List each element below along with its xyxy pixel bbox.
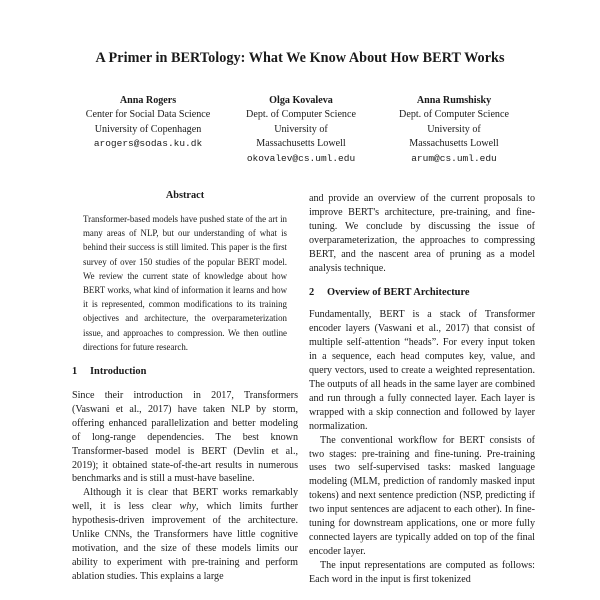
section-number: 2 <box>309 287 315 299</box>
author-affiliation-line: Dept. of Computer Science <box>399 109 509 121</box>
section-number: 1 <box>72 366 78 378</box>
author-affiliation-line: University of Copenhagen <box>94 123 202 135</box>
emphasis-text: why <box>179 501 196 513</box>
section-title: Overview of BERT Architecture <box>327 287 470 299</box>
author-affiliation-line: Massachusetts Lowell <box>409 138 499 150</box>
author-block <box>216 94 386 166</box>
author-block <box>369 94 539 166</box>
section-heading-overview <box>309 287 535 298</box>
overview-paragraph: The input representations are computed as follows: Each word in the input is first tokenized <box>309 559 535 585</box>
text-run: , which limits further hypothesis-driven improvement of the architecture. Unlike CNNs, the Transformers have little cognitive motivation, and the size of these models limits our ability to experiment with pre-training and perform ablation studies. This explains a large <box>72 501 298 582</box>
overview-paragraph: Fundamentally, BERT is a stack of Transformer encoder layers (Vaswani et al., 2017) that consist of multiple self-attention “heads”. For every input token in a sequence, each head computes key, value, and query vectors, used to create a weighted representation. The outputs of all heads in the same layer are combined and run through a fully connected layer. Each layer is wrapped with a skip connection and followed by layer normalization. <box>309 309 535 432</box>
author-name: Anna Rogers <box>119 95 177 106</box>
intro-paragraph <box>72 486 298 583</box>
abstract-heading: Abstract <box>165 190 205 201</box>
author-affiliation-line: University of <box>274 123 328 135</box>
intro-paragraph: Since their introduction in 2017, Transformers (Vaswani et al., 2017) have taken NLP by storm, offering enhanced parallelization and better modeling of long-range dependencies. The best known Transformer-based model is BERT (Devlin et al., 2019); it obtained state-of-the-art results in numerous benchmarks and is still a must-have baseline. <box>72 390 298 485</box>
section-heading-introduction <box>72 366 298 377</box>
author-affiliation-line: Massachusetts Lowell <box>256 138 346 150</box>
author-affiliation-line: Center for Social Data Science <box>85 109 211 121</box>
author-email: arogers@sodas.ku.dk <box>93 138 203 150</box>
author-name: Anna Rumshisky <box>416 95 492 106</box>
section-title: Introduction <box>90 366 147 378</box>
text-run: Although it is clear that BERT works remarkably well, it is less clear <box>72 487 298 513</box>
author-block <box>63 94 233 152</box>
left-column <box>72 190 298 584</box>
overview-paragraph: The conventional workflow for BERT consists of two stages: pre-training and fine-tuning. Pre-training uses two self-supervised tasks: masked language modeling (MLM, prediction of randomly masked input tokens) and next sentence prediction (NSP, predicting if two input sentences are adjacent to each other). In fine-tuning for downstream applications, one or more fully connected layers are typically added on top of the final encoder layer. <box>309 434 535 557</box>
paper-title: A Primer in BERTology: What We Know About How BERT Works <box>95 50 505 66</box>
author-email: okovalev@cs.uml.edu <box>246 152 356 164</box>
author-email: arum@cs.uml.edu <box>411 152 497 164</box>
author-affiliation-line: Dept. of Computer Science <box>246 109 356 121</box>
abstract-text: Transformer-based models have pushed state of the art in many areas of NLP, but our understanding of what is behind their success is still limited. This paper is the first survey of over 150 studies of the popular BERT model. We review the current state of knowledge about how BERT works, what kind of information it learns and how it is represented, common modifications to its training objectives and architecture, the overparameterization issue, and approaches to compression. We then outline directions for future research. <box>83 214 287 352</box>
right-column <box>309 192 535 587</box>
author-affiliation-line: University of <box>427 123 481 135</box>
author-name: Olga Kovaleva <box>269 95 333 106</box>
intro-continuation-paragraph: and provide an overview of the current proposals to improve BERT's architecture, pre-training, and fine-tuning. We conclude by discussing the issue of overparameterization, the approaches to compressing BERT, and the nascent area of pruning as a model analysis technique. <box>309 193 535 274</box>
